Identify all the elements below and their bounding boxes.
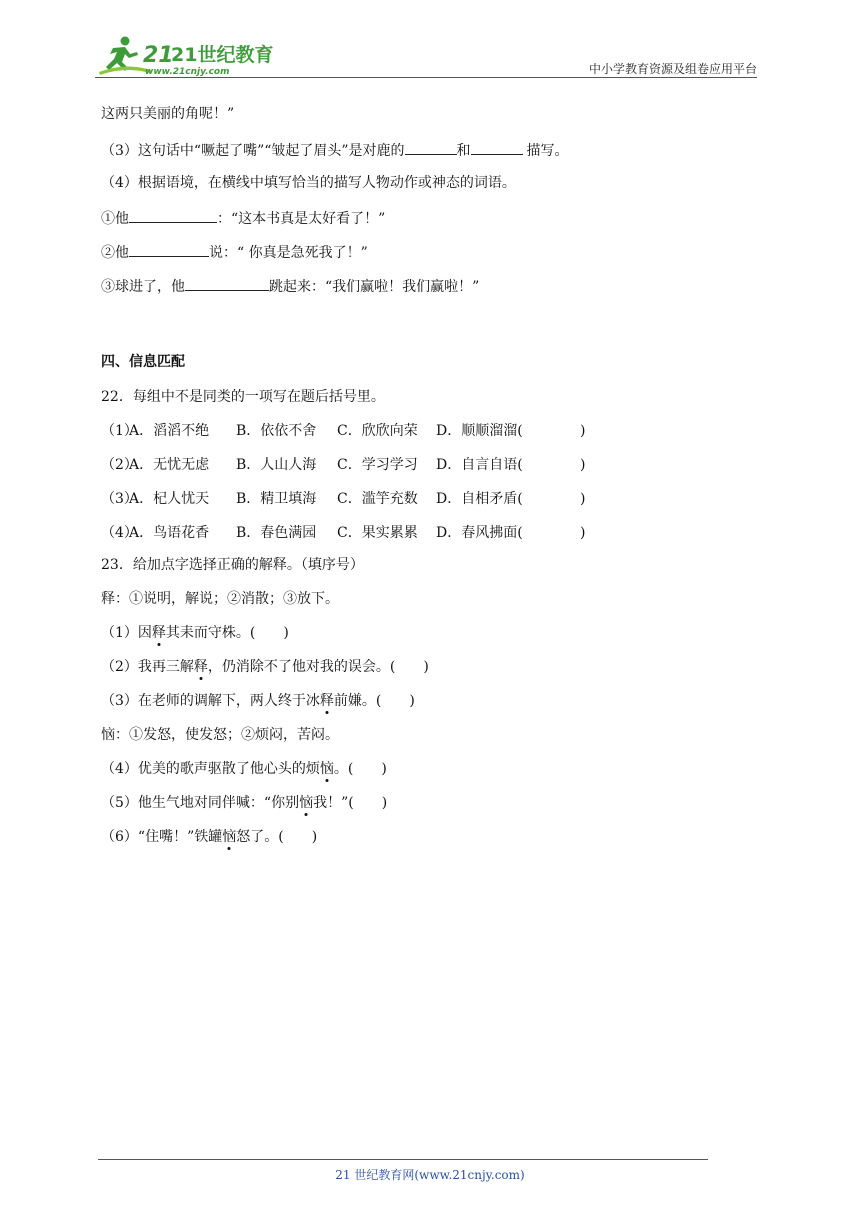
answer-blank[interactable] (129, 208, 217, 223)
site-logo (95, 32, 274, 78)
q23-item (101, 658, 429, 676)
item-text: （4）优美的歌声驱散了他心头的烦 (101, 761, 320, 777)
item-text-answer-paren: 前嫌。( ) (333, 693, 415, 709)
answer-blank[interactable] (129, 242, 209, 257)
answer-paren-close: ) (580, 491, 586, 507)
dotted-character: 释 (193, 659, 208, 675)
option-c: C．欣欣向荣 (337, 423, 418, 439)
q22-row-number: （3） (101, 491, 138, 507)
item-text-answer-paren: 其耒而守株。( ) (165, 625, 289, 641)
option-d: D．顺顺溜溜( (436, 423, 523, 439)
option-d: D．自相矛盾( (436, 491, 523, 507)
q22-stem: 22．每组中不是同类的一项写在题后括号里。 (101, 389, 385, 405)
q21-sub3-prefix: （3）这句话中“噘起了嘴”“皱起了眉头”是对鹿的 (101, 143, 405, 159)
q21-sub3-mid: 和 (456, 143, 471, 159)
dotted-character: 释 (151, 625, 166, 641)
q23-stem: 23．给加点字选择正确的解释。（填序号） (101, 557, 364, 573)
sentence-suffix: 说：“ 你真是急死我了！” (209, 245, 368, 261)
option-d: D．春风拂面( (436, 525, 523, 541)
answer-paren-close: ) (580, 525, 586, 541)
logo-main-text: 21世纪教育 (171, 44, 274, 66)
sentence-suffix: ：“这本书真是太好看了！” (217, 211, 386, 227)
footer-divider (98, 1159, 708, 1160)
option-a: A．杞人忧天 (129, 491, 210, 507)
option-d: D．自言自语( (436, 457, 523, 473)
q23-item (101, 624, 289, 642)
item-text-answer-paren: 我！”( ) (313, 795, 388, 811)
q23-definition-shi: 释：①说明，解说；②消散；③放下。 (101, 591, 339, 607)
option-c: C．学习学习 (337, 457, 418, 473)
logo-url-text: www.21cnjy.com (145, 67, 230, 77)
sentence-prefix: ③球进了，他 (101, 279, 185, 295)
item-text: （1）因 (101, 625, 152, 641)
header-platform-text: 中小学教育资源及组卷应用平台 (588, 62, 757, 76)
item-text-answer-paren: 怒了。( ) (236, 829, 318, 845)
option-b: B．精卫填海 (236, 491, 317, 507)
q22-row-number: （1） (101, 423, 138, 439)
answer-paren-close: ) (580, 423, 586, 439)
q22-row-number: （4） (101, 525, 138, 541)
sentence-suffix: 跳起来：“我们赢啦！我们赢啦！” (269, 279, 480, 295)
q23-item (101, 760, 387, 778)
q21-sub3 (101, 140, 569, 160)
q23-definition-nao: 恼：①发怒，使发怒；②烦闷，苦闷。 (101, 727, 339, 743)
svg-text:21: 21 (143, 43, 174, 68)
header-divider (95, 77, 757, 78)
item-text: （5）他生气地对同伴喊：“你别 (101, 795, 300, 811)
q21-sub4-stem: （4）根据语境，在横线中填写恰当的描写人物动作或神态的词语。 (101, 175, 516, 191)
footer-site-link[interactable]: 21 世纪教育网(www.21cnjy.com) (335, 1168, 525, 1182)
q21-sentence-1 (101, 208, 385, 228)
q21-sentence-3 (101, 276, 479, 296)
item-text-answer-paren: 。( ) (333, 761, 387, 777)
q23-item (101, 794, 387, 812)
item-text: （3）在老师的调解下，两人终于冰 (101, 693, 320, 709)
option-c: C．滥竽充数 (337, 491, 418, 507)
answer-blank[interactable] (405, 140, 457, 155)
option-a: A．鸟语花香 (129, 525, 210, 541)
dotted-character: 恼 (319, 761, 334, 777)
q23-item (101, 828, 317, 846)
option-b: B．人山人海 (236, 457, 317, 473)
q21-sub3-suffix: 描写。 (526, 143, 569, 159)
q21-continuation-line: 这两只美丽的角呢！” (101, 106, 235, 122)
q22-row-number: （2） (101, 457, 138, 473)
answer-blank[interactable] (185, 276, 269, 291)
q23-item (101, 692, 415, 710)
dotted-character: 恼 (222, 829, 237, 845)
q21-sentence-2 (101, 242, 368, 262)
option-c: C．果实累累 (337, 525, 418, 541)
option-a: A．滔滔不绝 (129, 423, 210, 439)
sentence-prefix: ②他 (101, 245, 129, 261)
option-a: A．无忧无虑 (129, 457, 210, 473)
item-text-answer-paren: ，仍消除不了他对我的误会。( ) (207, 659, 429, 675)
answer-blank[interactable] (471, 140, 523, 155)
item-text: （6）“住嘴！”铁罐 (101, 829, 223, 845)
item-text: （2）我再三解 (101, 659, 194, 675)
dotted-character: 恼 (299, 795, 314, 811)
section-title: 四、信息匹配 (101, 354, 185, 370)
page-header (95, 32, 757, 80)
option-b: B．依依不舍 (236, 423, 317, 439)
sentence-prefix: ①他 (101, 211, 129, 227)
dotted-character: 释 (319, 693, 334, 709)
option-b: B．春色满园 (236, 525, 317, 541)
answer-paren-close: ) (580, 457, 586, 473)
